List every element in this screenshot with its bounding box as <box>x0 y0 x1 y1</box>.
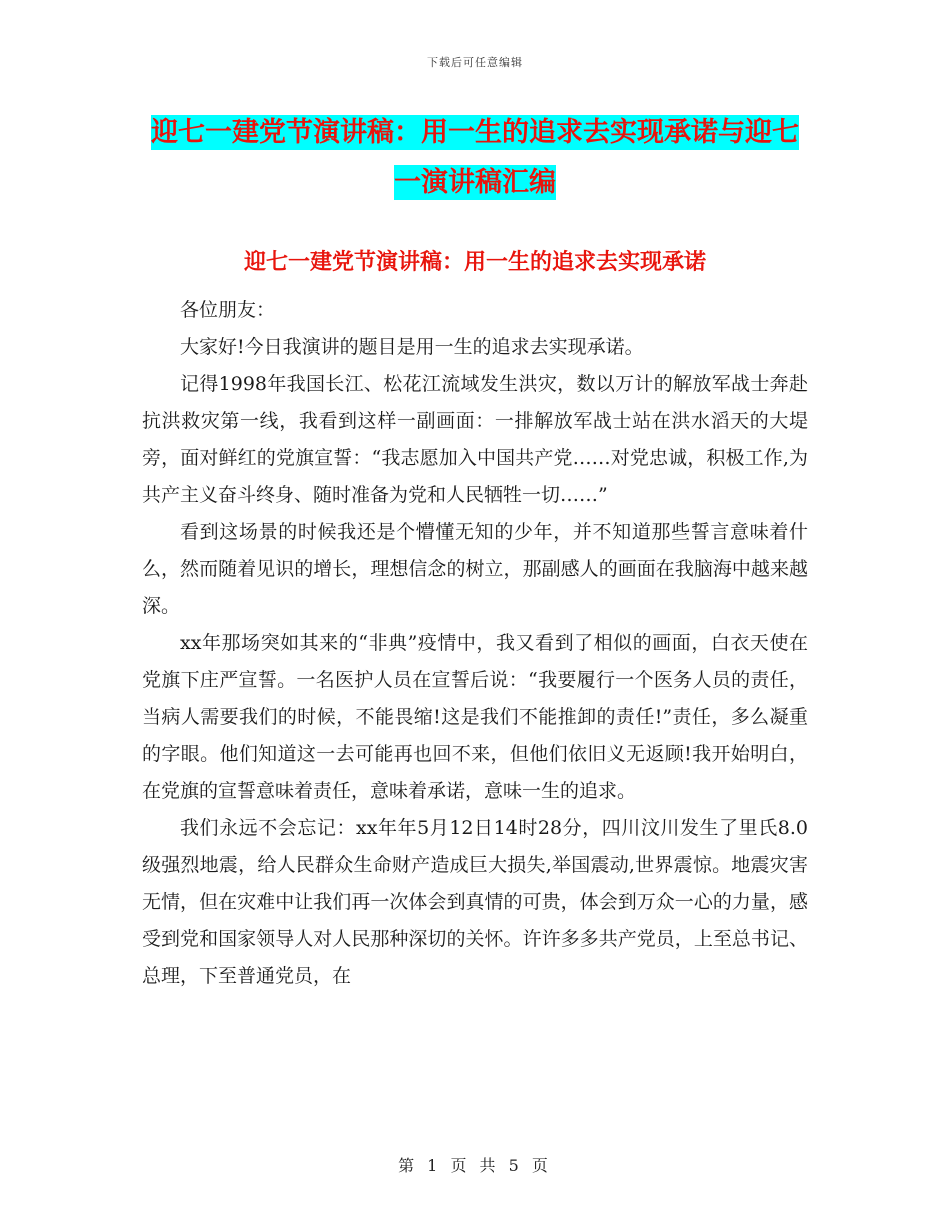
paragraph: 看到这场景的时候我还是个懵懂无知的少年，并不知道那些誓言意味着什么，然而随着见识的增长，理想信念的树立，那副感人的画面在我脑海中越来越深。 <box>142 521 808 617</box>
document-body <box>142 292 808 995</box>
paragraph: 我们永远不会忘记：xx年年5月12日14时28分，四川汶川发生了里氏8.0级强烈地震，给人民群众生命财产造成巨大损失,举国震动,世界震惊。地震灾害无情，但在灾难中让我们再一次体会到真情的可贵，体会到万众一心的力量，感受到党和国家领导人对人民那种深切的关怀。许许多多共产党员，上至总书记、总理，下至普通党员，在 <box>142 817 808 987</box>
header-note: 下载后可任意编辑 <box>427 56 523 69</box>
paragraph: 记得1998年我国长江、松花江流域发生洪灾，数以万计的解放军战士奔赴抗洪救灾第一线，我看到这样一副画面：一排解放军战士站在洪水滔天的大堤旁，面对鲜红的党旗宣誓：“我志愿加入中国共产党……对党忠诚，积极工作,为共产主义奋斗终身、随时准备为党和人民牺牲一切……” <box>142 373 808 506</box>
paragraph: 大家好!今日我演讲的题目是用一生的追求去实现承诺。 <box>180 336 644 358</box>
paragraph: xx年那场突如其来的“非典”疫情中，我又看到了相似的画面，白衣天使在党旗下庄严宣誓。一名医护人员在宣誓后说：“我要履行一个医务人员的责任，当病人需要我们的时候，不能畏缩!这是我们不能推卸的责任!”责任，多么凝重的字眼。他们知道这一去可能再也回不来，但他们依旧义无返顾!我开始明白，在党旗的宣誓意味着责任，意味着承诺，意味一生的追求。 <box>142 632 808 802</box>
section-title: 迎七一建党节演讲稿：用一生的追求去实现承诺 <box>243 250 706 275</box>
document-title <box>140 108 810 208</box>
paragraph: 各位朋友： <box>180 299 276 321</box>
page-footer: 第 1 页 共 5 页 <box>398 1156 552 1175</box>
document-title-text: 迎七一建党节演讲稿：用一生的追求去实现承诺与迎七一演讲稿汇编 <box>151 117 799 198</box>
